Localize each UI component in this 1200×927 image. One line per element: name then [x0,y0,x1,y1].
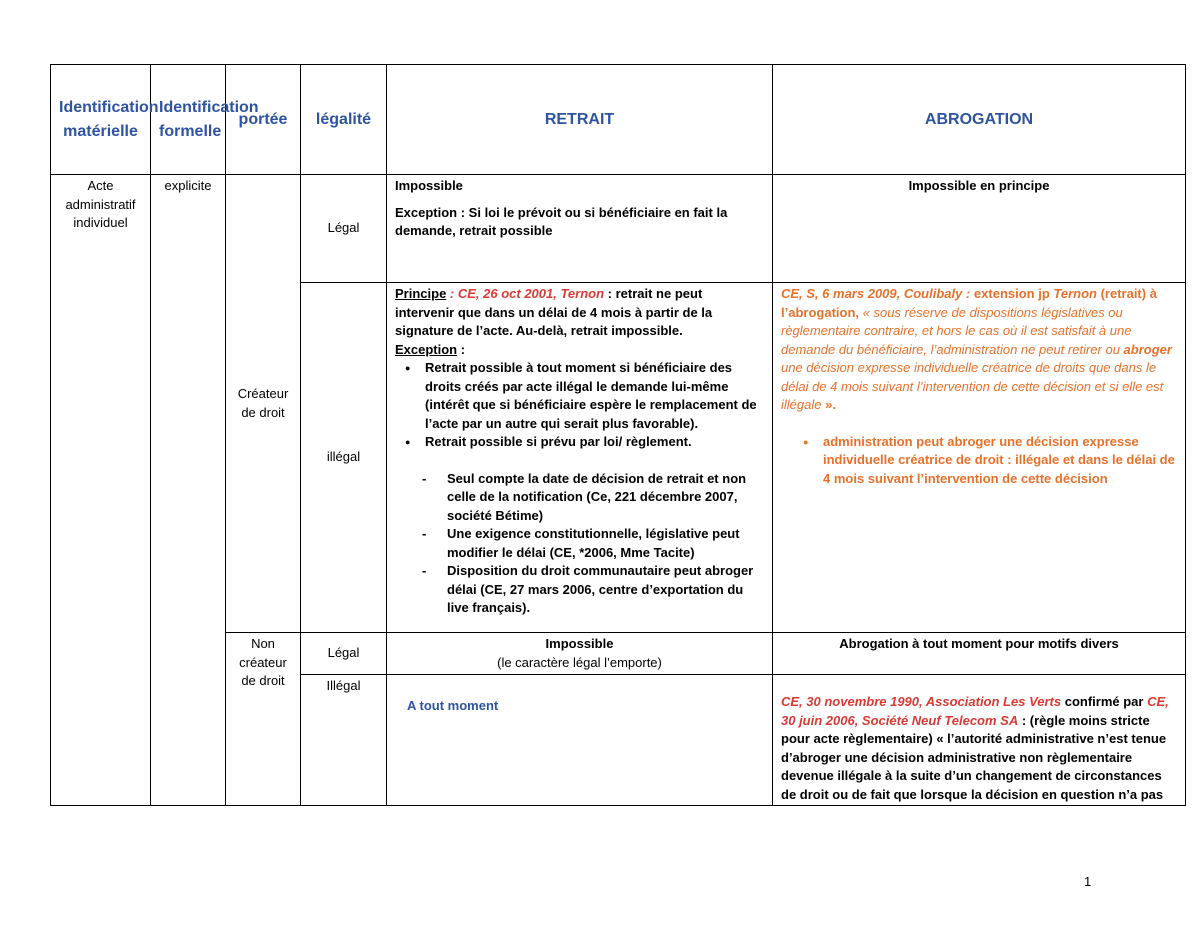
legalite-cell: Légal [301,633,387,675]
legalite-cell: Illégal [301,675,387,806]
header-identification-formelle: Identification formelle [151,65,226,175]
legalite-cell: illégal [301,283,387,633]
abrogation-text-1: confirmé par [1061,694,1148,709]
principe-reference: : CE, 26 oct 2001, Ternon [446,286,605,301]
abrogation-cell: Abrogation à tout moment pour motifs divers [773,633,1186,675]
non-createur-cell: Non créateur de droit [226,633,301,806]
coulibaly-paragraph [781,285,1177,415]
principe-label: Principe [395,286,447,301]
retrait-cell: A tout moment [387,675,773,806]
retrait-line-2: (le caractère légal l’emporte) [497,654,662,670]
retrait-line-1: Impossible [545,636,614,651]
ternon-reference: Ternon [1053,286,1097,301]
exception-label: Exception [395,341,458,357]
abrogation-cell [773,675,1186,806]
neuf-telecom-reference: CE, 30 juin 2006, Société Neuf Telecom SA [781,694,1169,728]
retrait-cell [387,633,773,675]
header-identification-materielle: Identification matérielle [51,65,151,175]
coulibaly-quote-end: ». [821,397,836,412]
detail-list [395,470,764,618]
coulibaly-text-2: (retrait) à l’abrogation, [781,286,1157,320]
retrait-cell [387,283,773,633]
coulibaly-quote: « sous réserve de dispositions législatives ou règlementaire contraire, et hors le cas où il est satisfait à une demande du bénéficiaire, l’administration ne peut retirer ou [781,304,1132,357]
abrogation-paragraph [781,693,1177,803]
retrait-title: Impossible [395,178,463,193]
header-legalite: légalité [301,65,387,175]
list-item: - Seul compte la date de décision de retrait et non celle de la notification (Ce, 221 décembre 2007, société Bétime) [447,470,764,526]
header-portee: portée [226,65,301,175]
coulibaly-reference: CE, S, 6 mars 2009, Coulibaly : [781,286,971,301]
exception-list [395,359,764,452]
forme-cell: explicite [151,175,226,806]
header-abrogation: ABROGATION [773,65,1186,175]
abrogation-cell: Impossible en principe [773,175,1186,283]
nature-cell: Acte administratif individuel [51,175,151,806]
retrait-body: Exception : Si loi le prévoit ou si bénéficiaire en fait la demande, retrait possible [395,204,728,238]
list-item: - Une exigence constitutionnelle, législative peut modifier le délai (CE, *2006, Mme Tacite) [447,525,764,562]
table-row [51,175,1186,283]
header-retrait: RETRAIT [387,65,773,175]
coulibaly-quote-2: une décision expresse individuelle créatrice de droits que dans le délai de 4 mois suivant l’intervention de cette décision et si elle est illégale [781,360,1164,412]
exception-colon: : [457,341,466,357]
list-item: - Disposition du droit communautaire peut abroger délai (CE, 27 mars 2006, centre d’exportation du live français). [447,562,764,618]
abroger-word: abroger [1123,341,1172,357]
exception-heading [395,341,764,360]
list-item: ● Retrait possible à tout moment si bénéficiaire des droits créés par acte illégal le demande lui-même (intérêt que si bénéficiaire espère le remplacement de l’acte par un autre qui serait plus favorable). [425,359,764,433]
legal-table [50,64,1186,806]
list-item: ● administration peut abroger une décision expresse individuelle créatrice de droit : illégale et dans le délai de 4 mois suivant l’intervention de cette décision [823,433,1177,489]
principe-paragraph [395,285,764,341]
list-item: ● Retrait possible si prévu par loi/ règlement. [425,433,764,452]
legalite-cell: Légal [301,175,387,283]
retrait-cell [387,175,773,283]
principe-text: : retrait ne peut intervenir que dans un délai de 4 mois à partir de la signature de l’acte. Au-delà, retrait impossible. [395,286,713,338]
coulibaly-text-1: extension jp [970,286,1054,301]
page-number: 1 [1084,874,1092,889]
createur-cell: Créateur de droit [226,175,301,633]
abrogation-text-2: : (règle moins stricte pour acte règlementaire) « l’autorité administrative n’est tenue d’abroger une décision administrative non règlementaire devenue illégale à la suite d’un changement de circonstances de droit ou de fait que lorsque la décision en question n’a pas [781,712,1167,802]
abrogation-cell [773,283,1186,633]
abrogation-list [781,433,1177,489]
header-row [51,65,1186,175]
les-verts-reference: CE, 30 novembre 1990, Association Les Verts [781,694,1062,709]
